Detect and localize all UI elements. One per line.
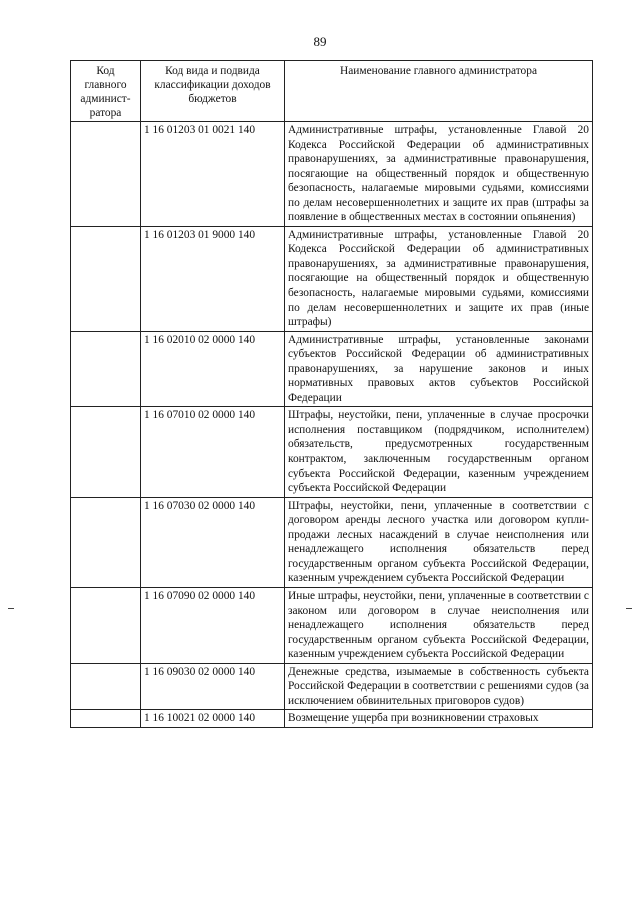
admin-code-cell [71, 587, 141, 663]
admin-name-cell: Административные штрафы, установленные законами субъектов Российской Федерации об административных правонарушениях, за нарушение законов и иных нормативных правовых актов субъектов Российской Федерации [285, 331, 593, 407]
admin-name-cell: Штрафы, неустойки, пени, уплаченные в соответствии с договором аренды лесного участка или договором купли-продажи лесных насаждений в случае неисполнения или ненадлежащего исполнения обязательств перед государственным органом субъекта Российской Федерации, казенным учреждением субъекта Российской Федерации [285, 497, 593, 587]
admin-name-cell: Иные штрафы, неустойки, пени, уплаченные в соответствии с законом или договором в случае неисполнения или ненадлежащего исполнения обязательств перед государственным органом субъекта Российской Федерации, казенным учреждением субъекта Российской Федерации [285, 587, 593, 663]
page-number: 89 [313, 34, 327, 49]
admin-code-cell [71, 497, 141, 587]
table-row [71, 663, 593, 710]
table-row [71, 407, 593, 497]
admin-code-cell [71, 226, 141, 331]
scan-edge-mark-right [626, 608, 632, 609]
table-row [71, 710, 593, 728]
table-row [71, 122, 593, 227]
income-code-cell: 1 16 07030 02 0000 140 [141, 497, 285, 587]
income-code-cell: 1 16 01203 01 0021 140 [141, 122, 285, 227]
income-classification-table [70, 60, 593, 728]
table-header-row [71, 61, 593, 122]
scan-edge-mark-left [8, 608, 14, 609]
admin-name-cell: Административные штрафы, установленные Главой 20 Кодекса Российской Федерации об административных правонарушениях, за административные правонарушения, посягающие на общественный порядок и общественную безопасность, налагаемые мировыми судьями, комиссиями по делам несовершеннолетних и защите их прав (иные штрафы) [285, 226, 593, 331]
admin-code-cell [71, 663, 141, 710]
header-admin-code: Код главного админист-ратора [71, 61, 141, 122]
table-row [71, 587, 593, 663]
income-code-cell: 1 16 01203 01 9000 140 [141, 226, 285, 331]
table-row [71, 226, 593, 331]
header-admin-name: Наименование главного администратора [285, 61, 593, 122]
header-income-code: Код вида и подвида классификации доходов бюджетов [141, 61, 285, 122]
income-code-cell: 1 16 09030 02 0000 140 [141, 663, 285, 710]
admin-code-cell [71, 407, 141, 497]
admin-name-cell: Денежные средства, изымаемые в собственность субъекта Российской Федерации в соответствии с решениями судов (за исключением обвинительных приговоров судов) [285, 663, 593, 710]
admin-code-cell [71, 710, 141, 728]
table-row [71, 331, 593, 407]
income-code-cell: 1 16 07090 02 0000 140 [141, 587, 285, 663]
admin-code-cell [71, 331, 141, 407]
table-row [71, 497, 593, 587]
admin-name-cell: Возмещение ущерба при возникновении страховых [285, 710, 593, 728]
income-code-cell: 1 16 02010 02 0000 140 [141, 331, 285, 407]
admin-name-cell: Административные штрафы, установленные Главой 20 Кодекса Российской Федерации об административных правонарушениях, за административные правонарушения, посягающие на общественный порядок и общественную безопасность, налагаемые мировыми судьями, комиссиями по делам несовершеннолетних и защите их прав (штрафы за появление в общественных местах в состоянии опьянения) [285, 122, 593, 227]
admin-name-cell: Штрафы, неустойки, пени, уплаченные в случае просрочки исполнения поставщиком (подрядчиком, исполнителем) обязательств, предусмотренных государственным контрактом, заключенным государственным органом субъекта Российской Федерации, казенным учреждением субъекта Российской Федерации [285, 407, 593, 497]
income-code-cell: 1 16 07010 02 0000 140 [141, 407, 285, 497]
income-code-cell: 1 16 10021 02 0000 140 [141, 710, 285, 728]
admin-code-cell [71, 122, 141, 227]
